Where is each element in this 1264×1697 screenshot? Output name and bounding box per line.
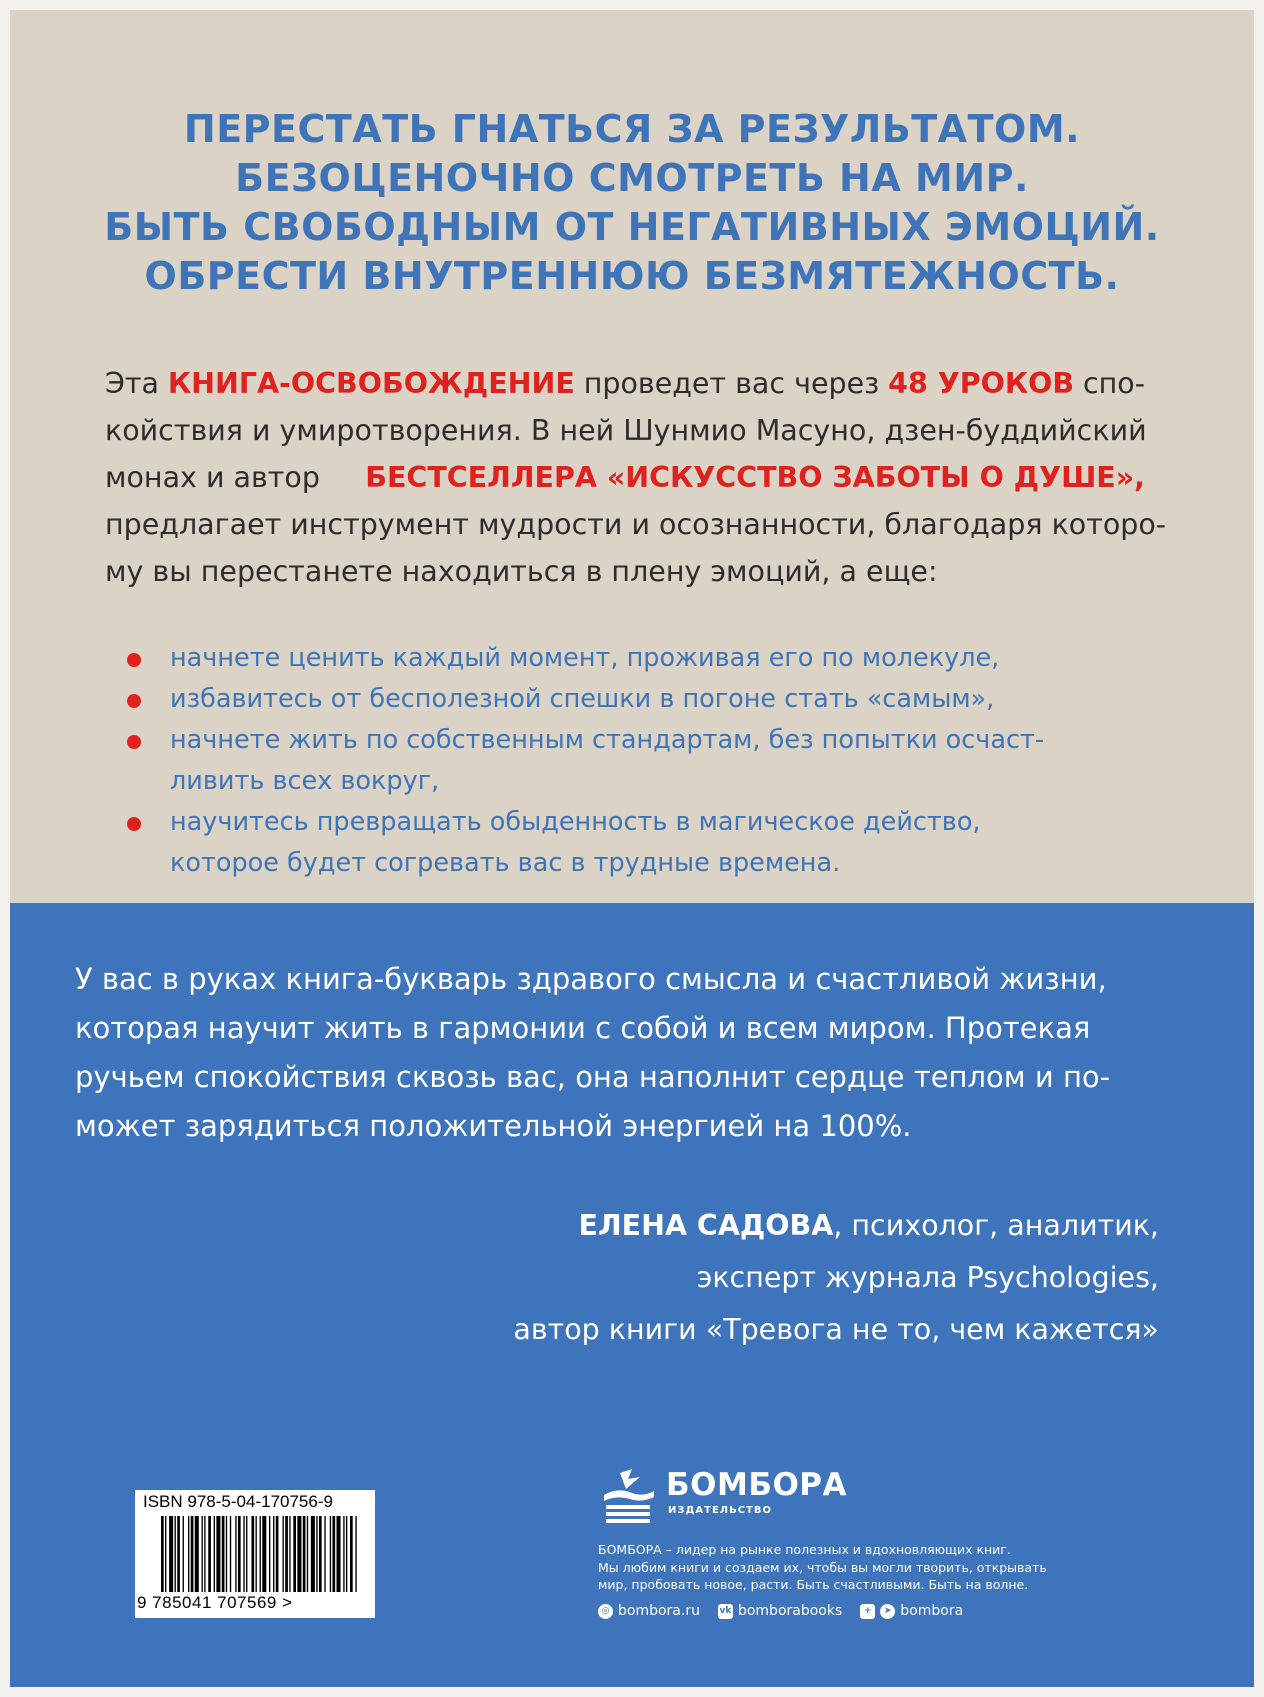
list-item-text: которое будет согревать вас в трудные времена. xyxy=(170,848,841,878)
barcode-stripe xyxy=(183,1516,184,1592)
top-beige-panel xyxy=(10,10,1254,903)
barcode-stripe xyxy=(289,1516,290,1592)
barcode-stripe xyxy=(230,1516,231,1592)
intro-line xyxy=(105,548,1145,595)
barcode-stripe xyxy=(222,1516,225,1592)
publisher-subtitle: ИЗДАТЕЛЬСТВО xyxy=(668,1505,772,1516)
barcode-stripe xyxy=(177,1516,180,1592)
barcode-stripe xyxy=(319,1516,322,1592)
barcode-icon xyxy=(161,1516,357,1592)
barcode-stripe xyxy=(355,1516,356,1592)
list-item xyxy=(115,720,1115,802)
barcode-stripe xyxy=(243,1516,244,1592)
social-label: bombora.ru xyxy=(618,1603,700,1619)
barcode-stripe xyxy=(260,1516,261,1592)
social-label: bombora xyxy=(900,1603,964,1619)
intro-text: му вы перестанете находиться в плену эмоций, а еще: xyxy=(105,555,938,588)
barcode-stripe xyxy=(191,1516,194,1592)
intro-highlight: КНИГА-ОСВОБОЖДЕНИЕ xyxy=(167,367,575,400)
barcode-stripe xyxy=(202,1516,203,1592)
barcode-stripe xyxy=(283,1516,284,1592)
social-telegram xyxy=(860,1603,963,1619)
intro-line xyxy=(105,360,1145,407)
barcode-stripe xyxy=(332,1516,335,1592)
barcode-stripe xyxy=(175,1516,176,1592)
reviewer-name: ЕЛЕНА САДОВА xyxy=(578,1209,834,1242)
plus-icon: + xyxy=(860,1604,875,1619)
intro-highlight: БЕСТСЕЛЛЕРА «ИСКУССТВО ЗАБОТЫ О ДУШЕ», xyxy=(365,461,1145,494)
barcode-stripe xyxy=(262,1516,266,1592)
review-line: может зарядиться положительной энергией на 100%. xyxy=(75,1109,912,1143)
social-website xyxy=(598,1603,700,1619)
barcode-stripe xyxy=(195,1516,199,1592)
bullet-dot-icon xyxy=(127,653,141,667)
barcode-stripe xyxy=(235,1516,236,1592)
list-item xyxy=(115,802,1115,884)
list-item-text: начнете ценить каждый момент, проживая его по молекуле, xyxy=(170,643,1000,673)
headline-line: ОБРЕСТИ ВНУТРЕННЮЮ БЕЗМЯТЕЖНОСТЬ. xyxy=(144,254,1120,298)
barcode-stripe xyxy=(293,1516,296,1592)
barcode-stripe xyxy=(303,1516,306,1592)
barcode-stripe xyxy=(285,1516,288,1592)
isbn-number: ISBN 978-5-04-170756-9 xyxy=(143,1492,333,1511)
vk-icon: vk xyxy=(718,1604,733,1619)
book-back-cover xyxy=(10,10,1254,1687)
review-line: которая научит жить в гармонии с собой и всем миром. Протекая xyxy=(75,1011,1091,1045)
review-signature xyxy=(259,1200,1159,1356)
barcode-digits: 9 785041 707569 > xyxy=(137,1593,293,1612)
review-line: ручьем спокойствия сквозь вас, она наполнит сердце теплом и по- xyxy=(75,1060,1111,1094)
signature-line: эксперт журнала Psychologies, xyxy=(696,1261,1159,1294)
publisher-description xyxy=(598,1541,1118,1594)
barcode-stripe xyxy=(324,1516,325,1592)
barcode-stripe xyxy=(188,1516,189,1592)
barcode-stripe xyxy=(307,1516,308,1592)
barcode-stripe xyxy=(216,1516,220,1592)
headline-line: БЫТЬ СВОБОДНЫМ ОТ НЕГАТИВНЫХ ЭМОЦИЙ. xyxy=(104,205,1160,249)
intro-line xyxy=(105,501,1167,548)
bullet-dot-icon xyxy=(127,817,141,831)
intro-text: спо- xyxy=(1082,367,1145,400)
intro-line xyxy=(105,407,1145,454)
barcode-stripe xyxy=(276,1516,279,1592)
publisher-desc-line: БОМБОРА – лидер на рынке полезных и вдохновляющих книг. xyxy=(598,1542,1011,1557)
barcode-stripe xyxy=(316,1516,317,1592)
barcode-stripe xyxy=(204,1516,205,1592)
barcode-stripe xyxy=(343,1516,344,1592)
publisher-desc-line: мир, пробовать новое, расти. Быть счастливыми. Быть на волне. xyxy=(598,1577,1029,1592)
barcode-stripe xyxy=(256,1516,257,1592)
social-label: bomborabooks xyxy=(737,1603,843,1619)
bombora-logo-icon xyxy=(598,1465,658,1525)
list-item xyxy=(115,679,1115,720)
globe-icon: ◎ xyxy=(598,1604,613,1619)
barcode-stripe xyxy=(311,1516,315,1592)
list-item-text: ливить всех вокруг, xyxy=(170,766,440,796)
intro-text: Эта xyxy=(105,367,159,400)
barcode-stripe xyxy=(208,1516,211,1592)
list-item-text: научитесь превращать обыденность в магическое действо, xyxy=(170,807,981,837)
list-item-text: начнете жить по собственным стандартам, без попытки осчаст- xyxy=(170,725,1045,755)
barcode-stripe xyxy=(330,1516,331,1592)
telegram-icon: ➤ xyxy=(880,1604,895,1619)
bullet-list xyxy=(115,638,1115,884)
barcode-stripe xyxy=(238,1516,241,1592)
intro-text: монах и автор xyxy=(105,461,320,494)
publisher-name: БОМБОРА xyxy=(666,1467,848,1503)
barcode-stripe xyxy=(251,1516,254,1592)
headline-line: ПЕРЕСТАТЬ ГНАТЬСЯ ЗА РЕЗУЛЬТАТОМ. xyxy=(183,107,1081,151)
bullet-dot-icon xyxy=(127,694,141,708)
isbn-barcode xyxy=(135,1490,375,1618)
barcode-stripe xyxy=(346,1516,347,1592)
barcode-stripe xyxy=(165,1516,166,1592)
social-vk xyxy=(718,1603,842,1619)
social-links xyxy=(598,1603,963,1619)
intro-line xyxy=(105,454,1145,501)
intro-text: предлагает инструмент мудрости и осознанности, благодаря которо- xyxy=(105,508,1167,541)
barcode-stripe xyxy=(297,1516,301,1592)
signature-line: автор книги «Тревога не то, чем кажется» xyxy=(513,1313,1159,1346)
intro-paragraph xyxy=(105,360,1167,595)
headline-line: БЕЗОЦЕНОЧНО СМОТРЕТЬ НА МИР. xyxy=(235,156,1029,200)
review-quote xyxy=(75,955,1170,1151)
list-item-text: избавитесь от бесполезной спешки в погоне стать «самым», xyxy=(170,684,995,714)
review-line: У вас в руках книга-букварь здравого смысла и счастливой жизни, xyxy=(75,962,1107,996)
barcode-stripe xyxy=(273,1516,274,1592)
intro-text: койствия и умиротворения. В ней Шунмио Масуно, дзен-буддийский xyxy=(105,414,1147,447)
headline xyxy=(10,105,1254,301)
barcode-stripe xyxy=(350,1516,353,1592)
publisher-desc-line: Мы любим книги и создаем их, чтобы вы могли творить, открывать xyxy=(598,1559,1047,1575)
barcode-stripe xyxy=(161,1516,164,1592)
barcode-stripe xyxy=(226,1516,227,1592)
reviewer-title: , психолог, аналитик, xyxy=(833,1209,1159,1242)
intro-text: проведет вас через xyxy=(583,367,880,400)
barcode-stripe xyxy=(337,1516,341,1592)
intro-highlight: 48 УРОКОВ xyxy=(888,367,1075,400)
barcode-stripe xyxy=(246,1516,247,1592)
barcode-stripe xyxy=(269,1516,270,1592)
list-item xyxy=(115,638,1115,679)
barcode-stripe xyxy=(169,1516,173,1592)
bullet-dot-icon xyxy=(127,735,141,749)
signature-line xyxy=(259,1200,1159,1252)
barcode-stripe xyxy=(214,1516,215,1592)
